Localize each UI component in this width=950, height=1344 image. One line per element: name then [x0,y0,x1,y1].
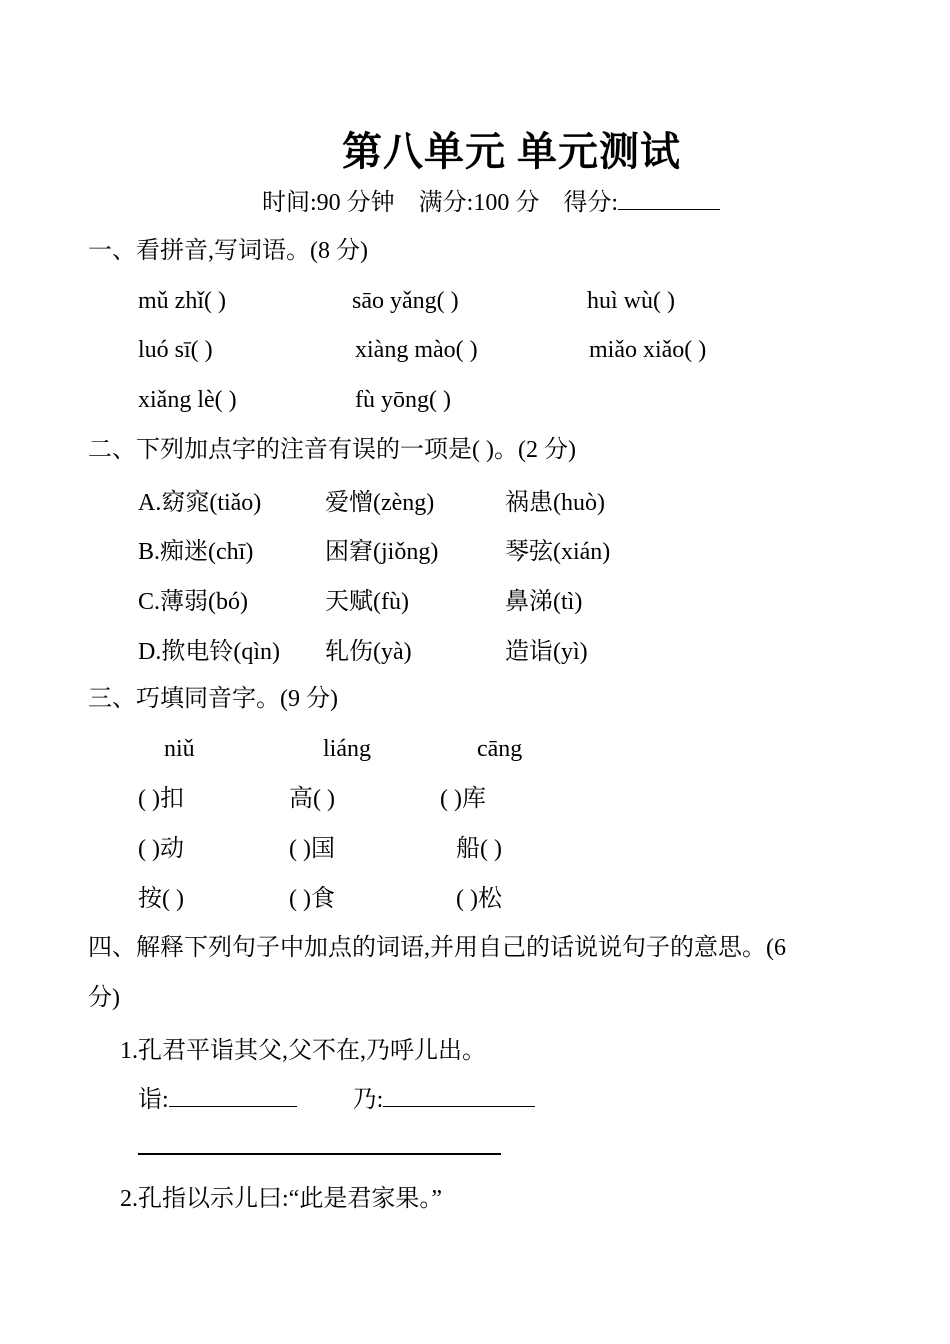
q1-word1-blank[interactable] [169,1086,297,1107]
pinyin-item: luó sī( ) [138,337,213,363]
homophone-blank: 高( ) [289,786,335,812]
score-label: 得分: [563,190,619,216]
homophone-pinyin: liáng [323,736,371,762]
score-blank[interactable] [618,189,720,210]
option-a-2: 爱憎(zèng) [325,490,435,516]
pinyin-item: miǎo xiǎo( ) [589,337,707,363]
option-c-2: 天赋(fù) [325,589,409,615]
q1-word-explain [138,1086,535,1112]
test-info [262,189,720,215]
homophone-blank: ( )国 [289,836,335,862]
q1-answer-line[interactable] [138,1153,501,1155]
option-d-1: D.揿电铃(qìn) [138,639,280,665]
pinyin-item: sāo yǎng( ) [352,288,459,314]
option-b-1: B.痴迷(chī) [138,539,254,565]
pinyin-item: xiǎng lè( ) [138,387,237,413]
homophone-blank: 船( ) [456,836,502,862]
option-b-2: 困窘(jiǒng) [325,539,439,565]
option-c-1: C.薄弱(bó) [138,589,248,615]
homophone-blank: ( )扣 [138,786,184,812]
homophone-blank: ( )食 [289,886,335,912]
homophone-blank: ( )松 [456,886,502,912]
option-b-3: 琴弦(xián) [505,539,611,565]
homophone-blank: ( )库 [440,786,486,812]
pinyin-item: fù yōng( ) [355,387,451,413]
q1-word1-label: 诣: [138,1087,169,1113]
pinyin-item: xiàng mào( ) [355,337,478,363]
homophone-blank: ( )动 [138,836,184,862]
homophone-pinyin: cāng [477,736,523,762]
pinyin-item: huì wù( ) [587,288,675,314]
section2-heading: 二、下列加点字的注音有误的一项是( )。(2 分) [88,437,576,463]
section3-heading: 三、巧填同音字。(9 分) [88,686,338,712]
full-score: 满分:100 分 [418,190,540,216]
option-c-3: 鼻涕(tì) [505,589,583,615]
question-1: 1.孔君平诣其父,父不在,乃呼儿出。 [120,1038,486,1064]
q1-word2-blank[interactable] [383,1086,535,1107]
section4-heading-cont: 分) [88,985,120,1011]
q1-word2-label: 乃: [352,1087,384,1113]
option-a-1: A.窈窕(tiǎo) [138,490,262,516]
option-d-2: 轧伤(yà) [325,639,412,665]
homophone-blank: 按( ) [138,886,184,912]
time-limit: 时间:90 分钟 [262,190,395,216]
question-2: 2.孔指以示儿曰:“此是君家果。” [120,1186,442,1212]
option-a-3: 祸患(huò) [505,490,605,516]
page-title: 第八单元 单元测试 [342,129,681,174]
pinyin-item: mǔ zhǐ( ) [138,288,226,314]
option-d-3: 造诣(yì) [505,639,588,665]
section4-heading: 四、解释下列句子中加点的词语,并用自己的话说说句子的意思。(6 [88,935,786,961]
homophone-pinyin: niǔ [164,736,195,762]
section1-heading: 一、看拼音,写词语。(8 分) [88,238,368,264]
